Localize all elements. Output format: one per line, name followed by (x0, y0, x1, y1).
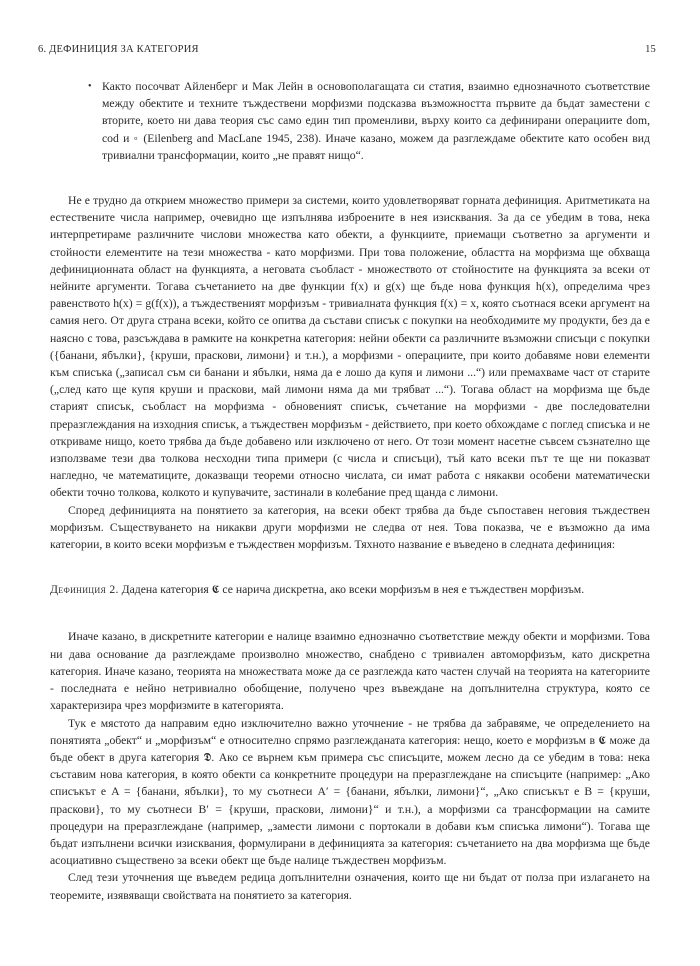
bullet-text: Както посочват Айленберг и Мак Лейн в основополагащата си статия, взаимно еднозначното съответствие между обектите и техните тъждествени морфизми подсказва възможността първите да бъдат заместени с вторите, което ни дава теория със само един тип променливи, върху които са дефинирани операциите dom, cod и ◦ (Eilenberg and MacLane 1945, 238). Иначе казано, можем да разглеждаме обектите като особен вид тривиални трансформации, които „не правят нищо“. (102, 80, 650, 162)
page-body (50, 78, 650, 904)
paragraph-identity: Според дефиницията на понятието за категория, на всеки обект трябва да бъде съпоставен неговия тъждествен морфизъм. Съществуването на никакви други морфизми не следва от нея. Това показва, че е възможно да има категории, в които всеки морфизъм е тъждествен морфизъм. Тяхното название е въведено в следната дефиниция: (50, 503, 650, 552)
running-header (38, 44, 656, 55)
paragraph-relative: Тук е мястото да направим едно изключително важно уточнение - не трябва да забравяме, че определението на понятията „обект“ и „морфизъм“ е относително спрямо разглежданата категория: нещо, което е морфизъм в 𝕮 може да бъде обект в друга категория 𝕯. Ако се върнем към примера със списъците, можем лесно да се убедим в това: нека съставим нова категория, в която обекти са конкретните процедури на преразглеждане на списъците (например: „Ако списъкът е A = {банани, ябълки}, то му съотнеси A′ = {банани, ябълки, лимони}“, „Ако списъкът е B = {круши, праскови}, то му съотнеси B′ = {круши, праскови, лимони}“ и т.н.), а морфизми са трансформации на самите процедури на преразглеждане (например, „замести лимони с портокали в добави към списъка лимони“). Тогава ще бъдат изпълнени всички изисквания, формулирани в дефиницията за категория: съчетанието на два морфизма ще бъде асоциативно съществено за всеки обект ще бъде налице тъждествен морфизъм. (50, 716, 650, 868)
page-number: 15 (645, 44, 656, 55)
bullet-item (88, 78, 650, 164)
definition-text: Дадена категория 𝕮 се нарича дискретна, ако всеки морфизъм в нея е тъждествен морфизъм. (121, 583, 585, 597)
definition-2 (50, 581, 650, 598)
section-title: 6. ДЕФИНИЦИЯ ЗА КАТЕГОРИЯ (38, 44, 199, 55)
paragraph-notation: След тези уточнения ще въведем редица допълнителни означения, които ще ни бъдат от полза при излагането на теоремите, изявяващи свойствата на понятието за категория. (50, 871, 650, 902)
paragraph-examples: Не е трудно да открием множество примери за системи, които удовлетворяват горната дефиниция. Аритметиката на естествените числа например, очевидно ще изпълнява изброените в нея изисквания. За да се убедим в това, нека интерпретираме различните числови множества като обекти, а функциите, приемащи съответно за аргументи и стойности елементите на тези множества - като морфизми. При това положение, областта на морфизма ще обхваща дефиниционната област на функцията, а неговата съобласт - множеството от стойностите на функцията за всеки от нейните аргументи. Тогава съчетанието на две функции f(x) и g(x) ще бъде нова функция h(x), определима чрез равенството h(x) = g(f(x)), а тъждественият морфизъм - тривиалната функция f(x) = x, която съотнася всеки аргумент на самия него. От друга страна всеки, който се опитва да състави списък с покупки на необходимите му продукти, без да е наясно с това, разсъждава в рамките на конкретна категория: нейни обекти са различните възможни списъци с покупки ({банани, ябълки}, {круши, праскови, лимони} и т.н.), а морфизми - операциите, при които добавяме нови елементи към списъка („записал съм си банани и ябълки, няма да е лошо да купя и лимони ...“) или премахваме част от старите („след като ще купя круши и праскови, май лимони няма да ми трябват ...“). Тогава област на морфизма ще бъде старият списък, съобласт на морфизма - обновеният списък, съчетание на морфизми - две последователни преразглеждания на изходния списък, а тъждествен морфизъм - действието, при което обхождаме с поглед списъка и не откриваме нищо, което трябва да бъде добавено или изключено от него. От този момент насетне съвсем съзнателно ще използваме тези два толкова несходни типа примери (с числа и списъци), тъй като всеки път те ще ни показват нагледно, че математиците, доказващи теореми относно числата, си имат работа с някакви особени математически обекти точно толкова, колкото и купувачите, застинали в колебание пред щанда с лимони. (50, 194, 650, 500)
bullet-marker: • (88, 81, 92, 92)
definition-label: Дефиниция 2. (50, 583, 119, 597)
paragraph-discrete: Иначе казано, в дискретните категории е налице взаимно еднозначно съответствие между обекти и морфизми. Това ни дава основание да разглеждаме произволно множество, снабдено с тривиален автоморфизъм, като дискретна категория. Иначе казано, теорията на множествата може да се разглежда като частен случай на теорията на категориите - последната е нейно нетривиално обобщение, получено чрез въвеждане на допълнителна структура, която се характеризира чрез морфизмите в категорията. (50, 630, 650, 713)
